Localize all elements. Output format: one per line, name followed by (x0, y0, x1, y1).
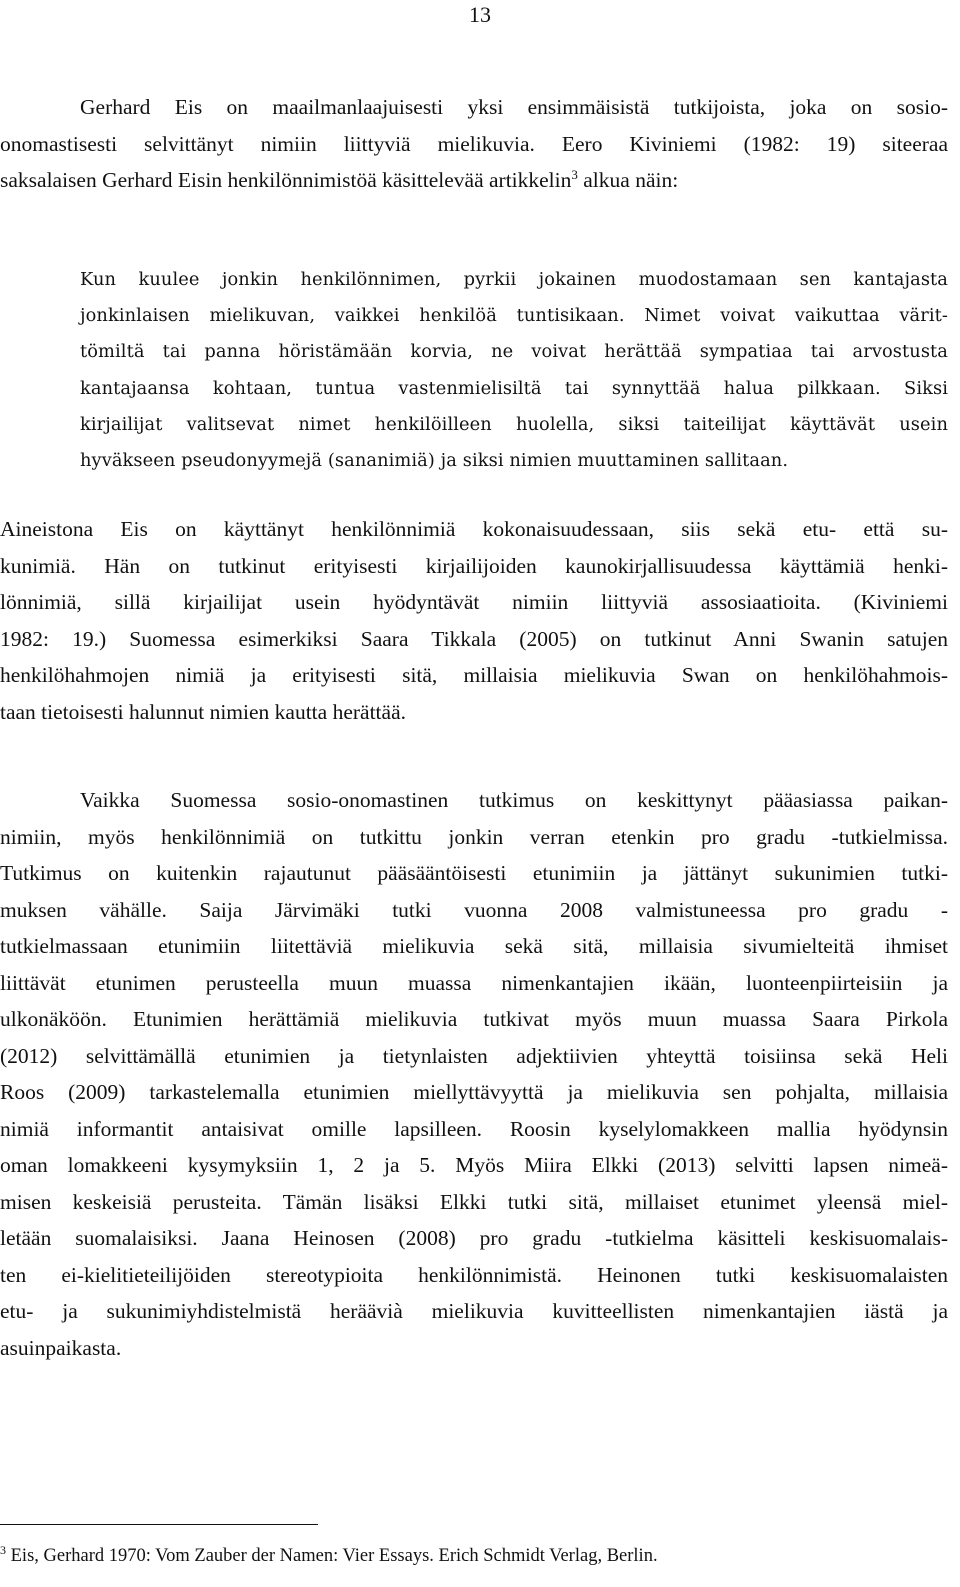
paragraph-eis-material (0, 511, 948, 730)
quote-line: jonkinlaisen mielikuvan, vaikkei henkilöä tuntisikaan. Nimet voivat vaikuttaa värit- (80, 305, 948, 327)
text-line: ulkonäköön. Etunimien herättämiä mielikuvia tutkivat myös muun muassa Saara Pirkola (0, 1007, 948, 1031)
text-line: liittävät etunimen perusteella muun muassa nimenkantajien ikään, luonteenpiirteisiin ja (0, 970, 948, 995)
text-line: Gerhard Eis on maailmanlaajuisesti yksi ensimmäisistä tutkijoista, joka on sosio- (80, 95, 948, 119)
quote-line: Kun kuulee jonkin henkilönnimen, pyrkii jokainen muodostamaan sen kantajasta (80, 269, 948, 290)
footnote-divider (0, 1524, 318, 1525)
text-line: nimiä informantit antaisivat omille lapsilleen. Roosin kyselylomakkeen mallia hyödynsin (0, 1116, 948, 1141)
text-line: lönnimiä, sillä kirjailijat usein hyödyntävät nimiin liittyviä assosiaatioita. (Kiviniemi (0, 590, 948, 614)
footnote-marker: 3 (0, 1542, 6, 1557)
paragraph-intro (0, 89, 948, 199)
text-fragment: alkua näin: (577, 168, 679, 192)
text-line (0, 162, 948, 199)
text-line: 1982: 19.) Suomessa esimerkiksi Saara Tikkala (2005) on tutkinut Anni Swanin satujen (0, 626, 948, 651)
text-line: nimiin, myös henkilönnimiä on tutkittu jonkin verran etenkin pro gradu -tutkielmissa. (0, 824, 948, 849)
text-line: oman lomakkeeni kysymyksiin 1, 2 ja 5. Myös Miira Elkki (2013) selvitti lapsen nimeä- (0, 1153, 948, 1177)
text-line: onomastisesti selvittänyt nimiin liittyviä mielikuvia. Eero Kiviniemi (1982: 19) siteeraa (0, 131, 948, 156)
footnote-text: Eis, Gerhard 1970: Vom Zauber der Namen: Vier Essays. Erich Schmidt Verlag, Berlin. (6, 1546, 658, 1566)
text-fragment: saksalaisen Gerhard Eisin henkilönnimistöä käsittelevää artikkelin (0, 168, 572, 192)
text-line: misen keskeisiä perusteita. Tämän lisäksi Elkki tutki sitä, millaiset etunimet yleensä miel- (0, 1189, 948, 1214)
block-quote (80, 262, 948, 479)
text-line: taan tietoisesti halunnut nimien kautta herättää. (0, 699, 406, 724)
text-line: Vaikka Suomessa sosio-onomastinen tutkimus on keskittynyt pääasiassa paikan- (80, 788, 948, 812)
text-line: Aineistona Eis on käyttänyt henkilönnimiä kokonaisuudessaan, siis sekä etu- että su- (0, 517, 948, 541)
text-line: kunimiä. Hän on tutkinut erityisesti kirjailijoiden kaunokirjallisuudessa käyttämiä henki- (0, 553, 948, 578)
text-line: asuinpaikasta. (0, 1335, 122, 1360)
text-line: muksen vähälle. Saija Järvimäki tutki vuonna 2008 valmistuneessa pro gradu - (0, 897, 948, 922)
paragraph-finnish-research (0, 782, 948, 1366)
quote-line: hyväkseen pseudonyymejä (sananimiä) ja siksi nimien muuttaminen sallitaan. (80, 450, 789, 472)
text-line: Tutkimus on kuitenkin rajautunut pääsääntöisesti etunimiin ja jättänyt sukunimien tutki- (0, 861, 948, 885)
quote-line: kantajaansa kohtaan, tuntua vastenmielisiltä tai synnyttää halua pilkkaan. Siksi (80, 377, 948, 399)
text-line: henkilöhahmojen nimiä ja erityisesti sitä, millaisia mielikuvia Swan on henkilöhahmois- (0, 663, 948, 687)
quote-line: kirjailijat valitsevat nimet henkilöilleen huolella, siksi taiteilijat käyttävät usein (80, 413, 948, 435)
text-line: ten ei-kielitieteilijöiden stereotypioita henkilönnimistä. Heinonen tutki keskisuomalaisten (0, 1262, 948, 1287)
text-line: (2012) selvittämällä etunimien ja tietynlaisten adjektiivien yhteyttä toisiinsa sekä Heli (0, 1043, 948, 1068)
page-number: 13 (469, 2, 491, 27)
text-line: etu- ja sukunimiyhdistelmistä heräävià mielikuvia kuvitteellisten nimenkantajien iästä ja (0, 1299, 948, 1323)
text-line: Roos (2009) tarkastelemalla etunimien miellyttävyyttä ja mielikuvia sen pohjalta, millaisia (0, 1080, 948, 1104)
footnote (0, 1542, 658, 1570)
text-line: letään suomalaisiksi. Jaana Heinosen (2008) pro gradu -tutkielma käsitteli keskisuomalais- (0, 1226, 948, 1250)
quote-line: tömiltä tai panna höristämään korvia, ne voivat herättää sympatiaa tai arvostusta (80, 341, 948, 363)
text-line: tutkielmassaan etunimiin liitettäviä mielikuvia sekä sitä, millaisia sivumielteitä ihmiset (0, 934, 948, 958)
footnote-reference: 3 (571, 166, 578, 182)
